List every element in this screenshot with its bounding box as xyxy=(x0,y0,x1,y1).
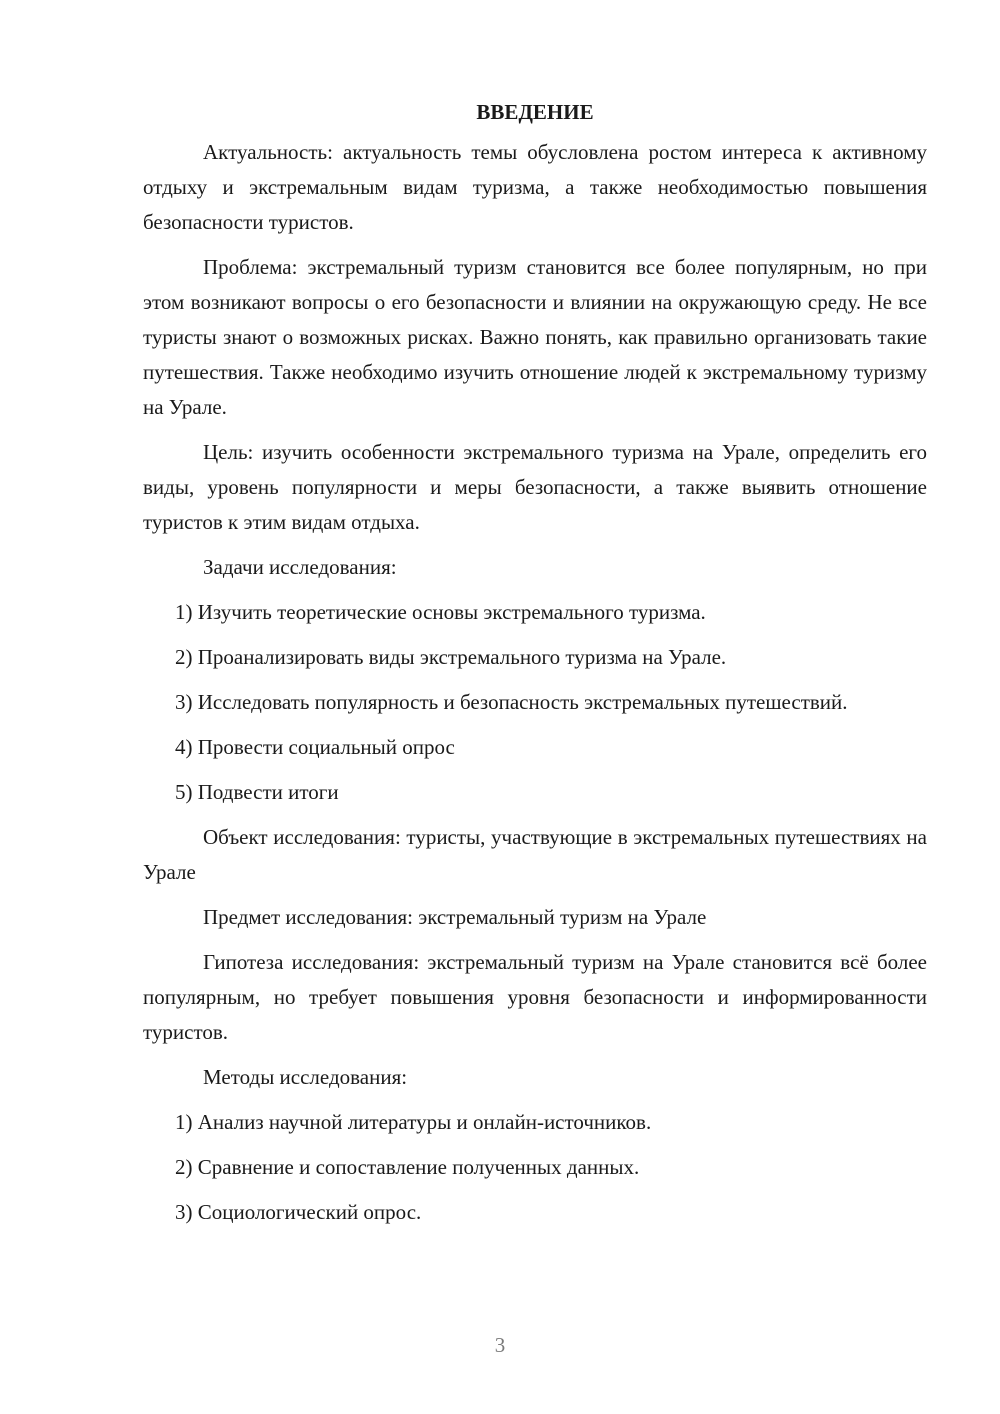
object-paragraph: Объект исследования: туристы, участвующие в экстремальных путешествиях на Урале xyxy=(143,825,927,884)
goal-paragraph: Цель: изучить особенности экстремального туризма на Урале, определить его виды, уровень популярности и меры безопасности, а также выявить отношение туристов к этим видам отдыха. xyxy=(143,440,927,534)
relevance-paragraph: Актуальность: актуальность темы обусловлена ростом интереса к активному отдыху и экстремальным видам туризма, а также необходимостью повышения безопасности туристов. xyxy=(143,140,927,234)
method-item: 3) Социологический опрос. xyxy=(175,1200,422,1224)
method-item: 1) Анализ научной литературы и онлайн-источников. xyxy=(175,1110,652,1134)
task-item: 2) Проанализировать виды экстремального туризма на Урале. xyxy=(175,645,727,669)
task-item: 4) Провести социальный опрос xyxy=(175,735,455,759)
page-content xyxy=(143,97,927,1240)
tasks-title: Задачи исследования: xyxy=(203,555,397,579)
hypothesis-paragraph: Гипотеза исследования: экстремальный туризм на Урале становится всё более популярным, но требует повышения уровня безопасности и информированности туристов. xyxy=(143,950,927,1044)
task-item: 1) Изучить теоретические основы экстремального туризма. xyxy=(175,600,706,624)
task-item: 5) Подвести итоги xyxy=(175,780,339,804)
subject-paragraph: Предмет исследования: экстремальный туризм на Урале xyxy=(203,905,707,929)
section-heading: ВВЕДЕНИЕ xyxy=(476,100,594,124)
problem-paragraph: Проблема: экстремальный туризм становится все более популярным, но при этом возникают вопросы о его безопасности и влиянии на окружающую среду. Не все туристы знают о возможных рисках. Важно понять, как правильно организовать такие путешествия. Также необходимо изучить отношение людей к экстремальному туризму на Урале. xyxy=(143,255,927,419)
page-number: 3 xyxy=(494,1333,506,1357)
task-item: 3) Исследовать популярность и безопасность экстремальных путешествий. xyxy=(175,690,848,714)
methods-title: Методы исследования: xyxy=(203,1065,408,1089)
method-item: 2) Сравнение и сопоставление полученных данных. xyxy=(175,1155,640,1179)
